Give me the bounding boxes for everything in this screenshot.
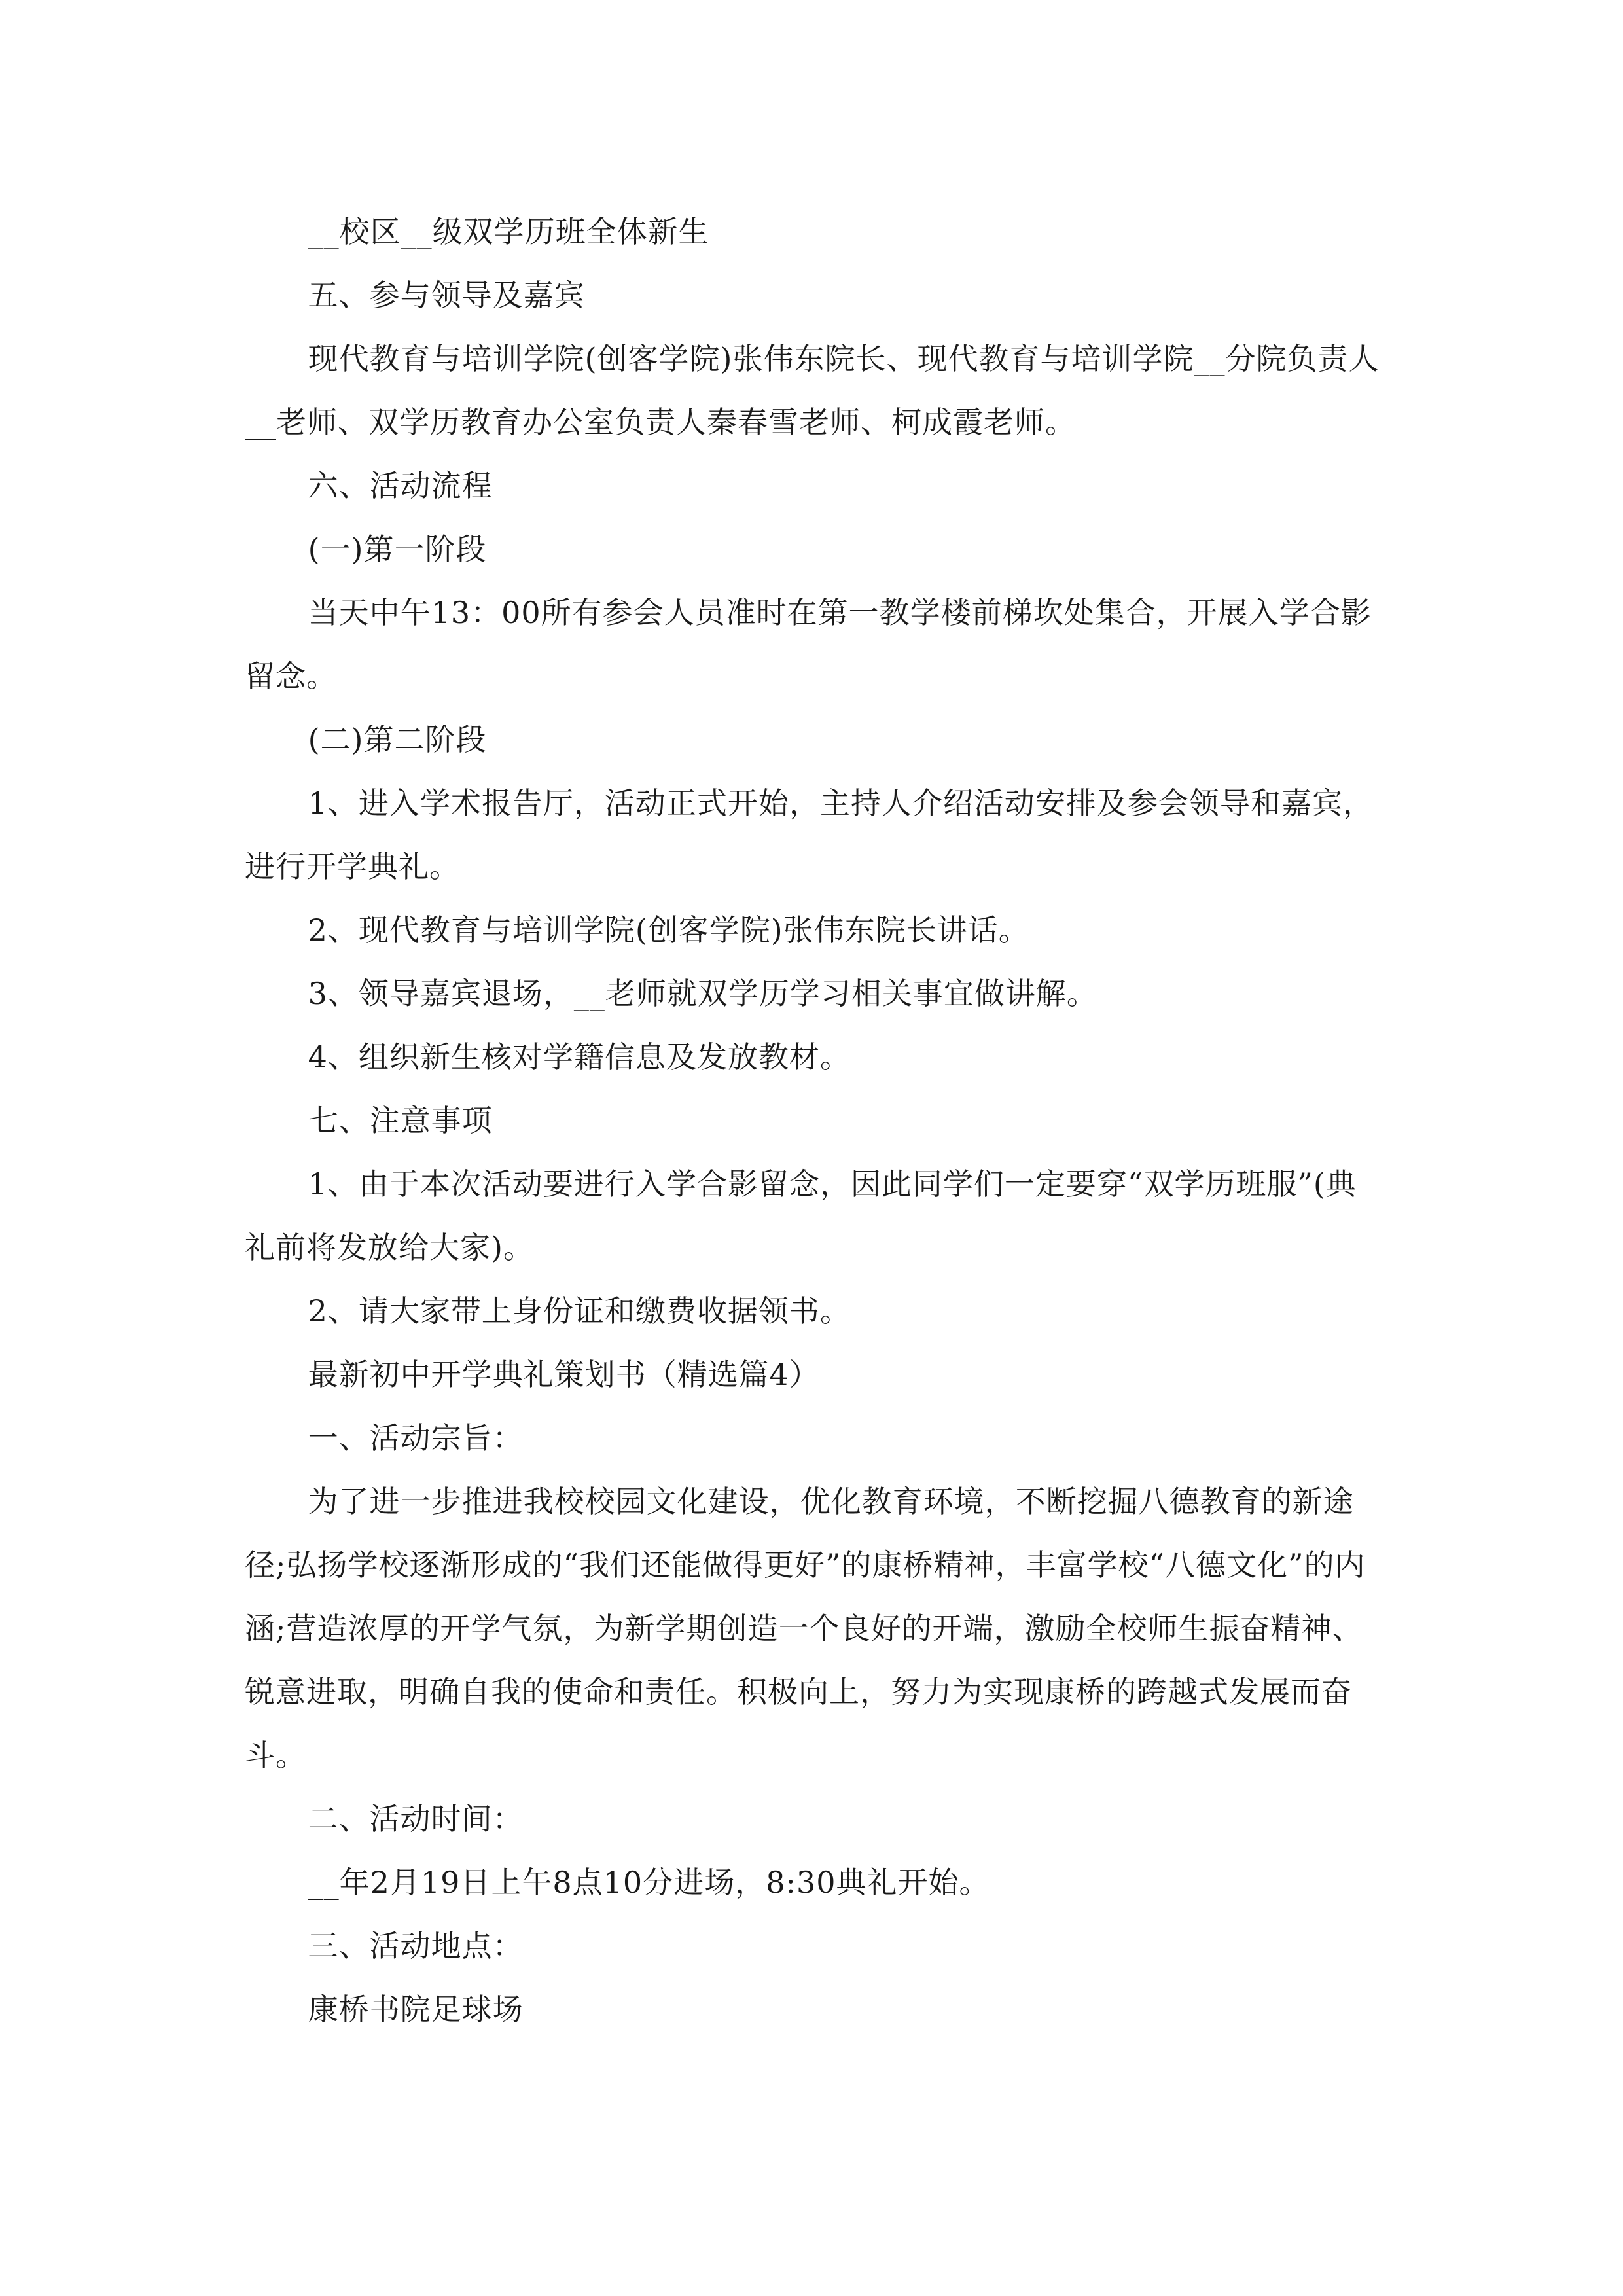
subheading-stage-one: (一)第一阶段 bbox=[308, 531, 487, 567]
paragraph-notes-item-2: 2、请大家带上身份证和缴费收据领书。 bbox=[308, 1293, 851, 1329]
heading-leaders-guests: 五、参与领导及嘉宾 bbox=[308, 278, 585, 313]
paragraph-activity-purpose: 为了进一步推进我校校园文化建设，优化教育环境，不断挖掘八德教育的新途径;弘扬学校逐渐形成的“我们还能做得更好”的康桥精神，丰富学校“八德文化”的内涵;营造浓厚的开学气氛，为新学期创造一个良好的开端，激励全校师生振奋精神、锐意进取，明确自我的使命和责任。积极向上，努力为实现康桥的跨越式发展而奋斗。 bbox=[245, 1484, 1366, 1773]
paragraph-activity-location: 康桥书院足球场 bbox=[308, 1992, 524, 2027]
paragraph-target-audience: __校区__级双学历班全体新生 bbox=[308, 214, 709, 249]
paragraph-leaders-guests: 现代教育与培训学院(创客学院)张伟东院长、现代教育与培训学院__分院负责人__老师、双学历教育办公室负责人秦春雪老师、柯成霞老师。 bbox=[245, 341, 1380, 440]
heading-activity-location: 三、活动地点： bbox=[308, 1928, 524, 1964]
document-body bbox=[245, 200, 1382, 2041]
heading-activity-process: 六、活动流程 bbox=[308, 468, 493, 503]
paragraph-stage-one: 当天中午13：00所有参会人员准时在第一教学楼前梯坎处集合，开展入学合影留念。 bbox=[245, 595, 1372, 694]
paragraph-stage-two-item-4: 4、组织新生核对学籍信息及发放教材。 bbox=[308, 1039, 851, 1075]
heading-activity-time: 二、活动时间： bbox=[308, 1801, 524, 1837]
paragraph-stage-two-item-3: 3、领导嘉宾退场，__老师就双学历学习相关事宜做讲解。 bbox=[308, 976, 1097, 1011]
paragraph-stage-two-item-1: 1、进入学术报告厅，活动正式开始，主持人介绍活动安排及参会领导和嘉宾，进行开学典礼。 bbox=[245, 785, 1374, 884]
heading-activity-purpose: 一、活动宗旨： bbox=[308, 1420, 524, 1456]
heading-notes: 七、注意事项 bbox=[308, 1103, 493, 1138]
section-title-selection-4: 最新初中开学典礼策划书（精选篇4） bbox=[308, 1357, 820, 1392]
subheading-stage-two: (二)第二阶段 bbox=[308, 722, 487, 757]
paragraph-stage-two-item-2: 2、现代教育与培训学院(创客学院)张伟东院长讲话。 bbox=[308, 912, 1029, 948]
paragraph-notes-item-1: 1、由于本次活动要进行入学合影留念，因此同学们一定要穿“双学历班服”(典礼前将发放给大家)。 bbox=[245, 1166, 1357, 1265]
paragraph-activity-time: __年2月19日上午8点10分进场，8:30典礼开始。 bbox=[308, 1865, 990, 1900]
